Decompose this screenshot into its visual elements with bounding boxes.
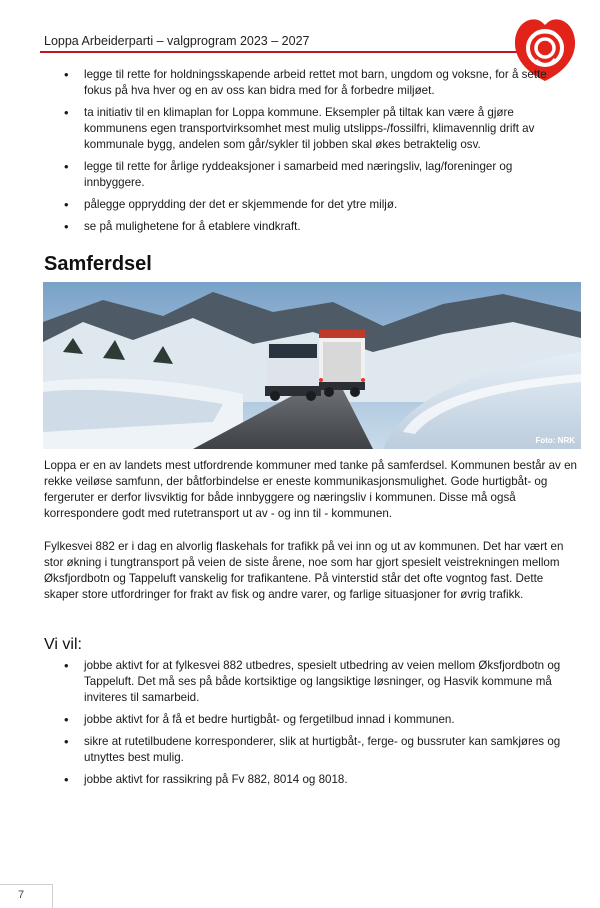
section-title: Samferdsel (44, 253, 152, 275)
footer-box (0, 884, 53, 908)
list-item: • jobbe aktivt for å få et bedre hurtigbåt- og fergetilbud innad i kommunen. (44, 712, 564, 728)
list-item: • legge til rette for holdningsskapende arbeid rettet mot barn, ungdom og voksne, for å sette fokus på hva hver og en av oss kan bidra med for å forbedre miljøet. (44, 67, 564, 99)
list-item: • pålegge opprydding der det er skjemmende for det ytre miljø. (44, 197, 564, 213)
environment-bullet-list (44, 67, 564, 241)
document-header-title: Loppa Arbeiderparti – valgprogram 2023 – 2027 (44, 34, 310, 48)
list-item: • ta initiativ til en klimaplan for Loppa kommune. Eksempler på tiltak kan være å gjøre kommunens egen transportvirksomhet mest mulig utslipps-/fossilfri, klimavennlig drift av kommunale bygg, andelen som går/sykler til jobben skal økes betraktelig osv. (44, 105, 564, 153)
vi-vil-bullet-list (44, 658, 564, 794)
list-item: • jobbe aktivt for at fylkesvei 882 utbedres, spesielt utbedring av veien mellom Øksfjordbotn og Tappeluft. Det må ses på både kortsiktige og langsiktige løsninger, og Hasvik kommune må inviteres til samarbeid. (44, 658, 564, 706)
list-item: • sikre at rutetilbudene korresponderer, slik at hurtigbåt-, ferge- og bussruter kan samkjøres og utnyttes best mulig. (44, 734, 564, 766)
photo-credit: Foto: NRK (535, 436, 575, 445)
road-photo (43, 282, 581, 449)
list-item: • se på mulighetene for å etablere vindkraft. (44, 219, 564, 235)
list-item: • legge til rette for årlige ryddeaksjoner i samarbeid med næringsliv, lag/foreninger og innbyggere. (44, 159, 564, 191)
paragraph: Loppa er en av landets mest utfordrende kommuner med tanke på samferdsel. Kommunen består av en rekke veiløse samfunn, der båtforbindelse er eneste kommunikasjonsmulighet. Gode hurtigbåt- og fergeruter er derfor livsviktig for både innbyggere og næringsliv i kommunen. Disse må også korrespondere godt med rutetransport ut av - og inn til - kommunen. (44, 459, 577, 520)
list-item: • jobbe aktivt for rassikring på Fv 882, 8014 og 8018. (44, 772, 564, 788)
page-number: 7 (18, 889, 25, 901)
vi-vil-heading: Vi vil: (44, 636, 82, 653)
header-rule (40, 51, 536, 53)
paragraph: Fylkesvei 882 er i dag en alvorlig flaskehals for trafikk på vei inn og ut av kommunen. Det har vært en stor økning i tungtransport på veien de siste årene, noe som har gjort spesielt veistrekningen mellom Øksfjordbotn og Tappeluft vanskelig for trafikantene. På vinterstid står det ofte vogntog fast. Dette skaper store utfordringer for frakt av fisk og andre varer, og farlige situasjoner for øvrig trafikk. (44, 540, 564, 601)
